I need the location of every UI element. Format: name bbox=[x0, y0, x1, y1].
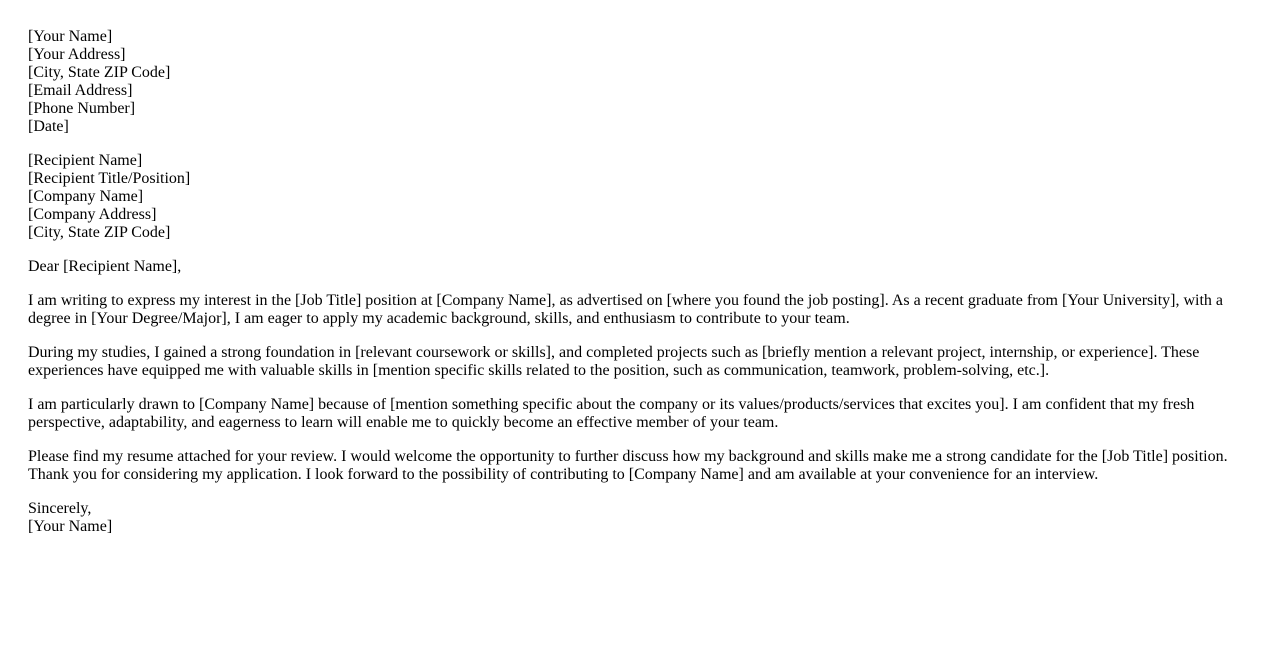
body-paragraph-motivation: I am particularly drawn to [Company Name] because of [mention something specific about the company or its values/products/services that excites you]. I am confident that my fresh perspective, adaptability, and eagerness to learn will enable me to quickly become an effective member of your team. bbox=[28, 396, 1195, 431]
sender-name: [Your Name] bbox=[28, 28, 113, 45]
cover-letter bbox=[28, 28, 1243, 552]
recipient-company-address: [Company Address] bbox=[28, 206, 157, 223]
sender-email: [Email Address] bbox=[28, 82, 133, 99]
body-paragraph-closing: Please find my resume attached for your review. I would welcome the opportunity to further discuss how my background and skills make me a strong candidate for the [Job Title] position. Thank you for considering my application. I look forward to the possibility of contributing to [Company Name] and am available at your convenience for an interview. bbox=[28, 448, 1228, 483]
recipient-title: [Recipient Title/Position] bbox=[28, 170, 191, 187]
body-paragraph-intro: I am writing to express my interest in the [Job Title] position at [Company Name], as advertised on [where you found the job posting]. As a recent graduate from [Your University], with a degree in [Your Degree/Major], I am eager to apply my academic background, skills, and enthusiasm to contribute to your team. bbox=[28, 292, 1224, 327]
closing-block bbox=[28, 500, 1243, 536]
body-paragraph-experience: During my studies, I gained a strong foundation in [relevant coursework or skills], and completed projects such as [briefly mention a relevant project, internship, or experience]. These experiences have equipped me with valuable skills in [mention specific skills related to the position, such as communication, teamwork, problem-solving, etc.]. bbox=[28, 344, 1200, 379]
recipient-city-state-zip: [City, State ZIP Code] bbox=[28, 224, 171, 241]
letter-date: [Date] bbox=[28, 118, 69, 135]
valediction: Sincerely, bbox=[28, 500, 92, 517]
sender-address-block bbox=[28, 28, 1243, 136]
signature-name: [Your Name] bbox=[28, 518, 113, 535]
recipient-address-block bbox=[28, 152, 1243, 242]
salutation: Dear [Recipient Name], bbox=[28, 258, 182, 275]
sender-city-state-zip: [City, State ZIP Code] bbox=[28, 64, 171, 81]
sender-phone: [Phone Number] bbox=[28, 100, 136, 117]
recipient-name: [Recipient Name] bbox=[28, 152, 143, 169]
recipient-company-name: [Company Name] bbox=[28, 188, 144, 205]
sender-address: [Your Address] bbox=[28, 46, 126, 63]
